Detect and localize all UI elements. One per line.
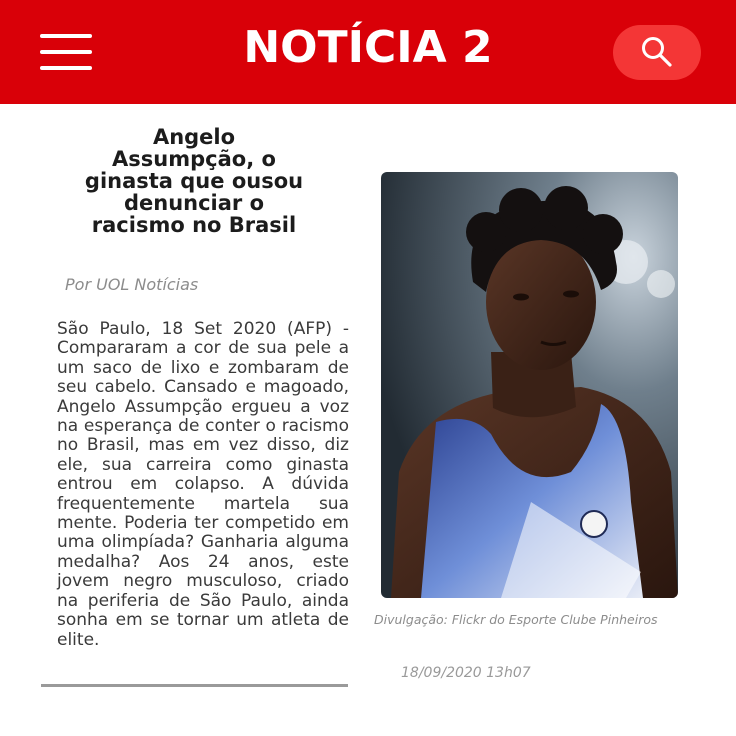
article-body: São Paulo, 18 Set 2020 (AFP) - Compararam a cor de sua pele a um saco de lixo e zombaram de seu cabelo. Cansado e magoado, Angelo Assumpção ergueu a voz na esperança de conter o racismo no Brasil, mas em vez disso, diz ele, sua carreira como ginasta entrou em colapso. A dúvida frequentemente martela sua mente. Poderia ter competido em uma olimpíada? Ganharia alguma medalha? Aos 24 anos, este jovem negro musculoso, criado na periferia de São Paulo, ainda sonha em se tornar um atleta de elite.	[57, 319, 349, 650]
top-app-bar	[0, 0, 736, 104]
article-byline: Por UOL Notícias	[65, 275, 199, 294]
search-icon	[640, 35, 674, 69]
article-headline: Angelo Assumpção, o ginasta que ousou denunciar o racismo no Brasil	[84, 125, 304, 237]
article-photo	[381, 172, 678, 598]
search-button[interactable]	[613, 25, 701, 80]
article-timestamp: 18/09/2020 13h07	[401, 665, 531, 681]
photo-caption: Divulgação: Flickr do Esporte Clube Pinheiros	[374, 612, 658, 627]
divider	[41, 684, 348, 687]
page-title: NOTÍCIA 2	[243, 22, 493, 73]
